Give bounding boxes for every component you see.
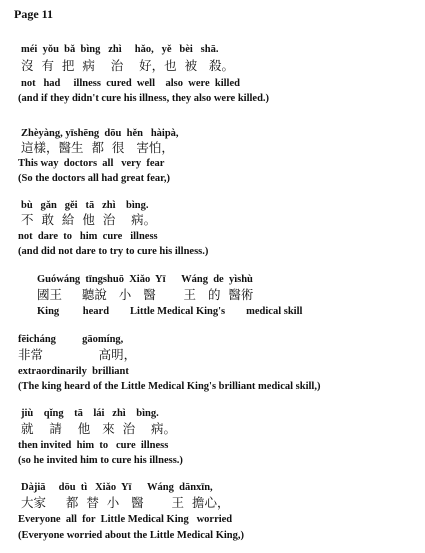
english-gloss-line: extraordinarily brilliant	[18, 366, 129, 377]
translation-line: (So the doctors all had great fear,)	[18, 173, 170, 184]
translation-line: (Everyone worried about the Little Medical King,)	[18, 530, 245, 541]
chinese-line: 不 敢 給 他 治 病。	[21, 212, 157, 227]
english-gloss-line: King heard Little Medical King's medical skill	[37, 306, 303, 317]
chinese-line: 就 請 他 來 治 病。	[21, 421, 177, 436]
chinese-line: 非常 高明，	[18, 347, 137, 362]
english-gloss-line: Everyone all for Little Medical King worried	[18, 514, 233, 525]
english-gloss-line: not dare to him cure illness	[18, 231, 158, 242]
translation-line: (so he invited him to cure his illness.)	[18, 455, 183, 466]
translation-line: (and did not dare to try to cure his illness.)	[18, 246, 209, 257]
pinyin-line: fēicháng gāomíng,	[18, 334, 124, 345]
translation-line: (The king heard of the Little Medical King's brilliant medical skill,)	[18, 381, 321, 392]
english-gloss-line: This way doctors all very fear	[18, 158, 165, 169]
pinyin-line: bù gǎn gěi tā zhì bìng.	[21, 200, 149, 211]
chinese-line: 沒 有 把 病 治 好，也 被 殺。	[21, 58, 234, 73]
chinese-line: 大家 都 替 小 醫 王 擔心，	[21, 495, 230, 510]
pinyin-line: Dàjiā dōu tì Xiǎo Yī Wáng dānxīn,	[21, 482, 213, 493]
pinyin-line: Guówáng tīngshuō Xiǎo Yī Wáng de yìshù	[37, 274, 253, 285]
chinese-line: 這樣，醫生 都 很 害怕，	[21, 140, 174, 155]
english-gloss-line: not had illness cured well also were killed	[21, 78, 240, 89]
translation-line: (and if they didn't cure his illness, they also were killed.)	[18, 93, 270, 104]
pinyin-line: Zhèyàng, yīshēng dōu hěn hàipà,	[21, 128, 179, 139]
english-gloss-line: then invited him to cure illness	[18, 440, 169, 451]
pinyin-line: méi yǒu bǎ bìng zhì hǎo, yě bèi shā.	[21, 44, 219, 55]
pinyin-line: jiù qǐng tā lái zhì bìng.	[21, 408, 159, 419]
page-number: Page 11	[14, 7, 53, 21]
chinese-line: 國王 聽說 小 醫 王 的 醫術	[37, 287, 254, 302]
